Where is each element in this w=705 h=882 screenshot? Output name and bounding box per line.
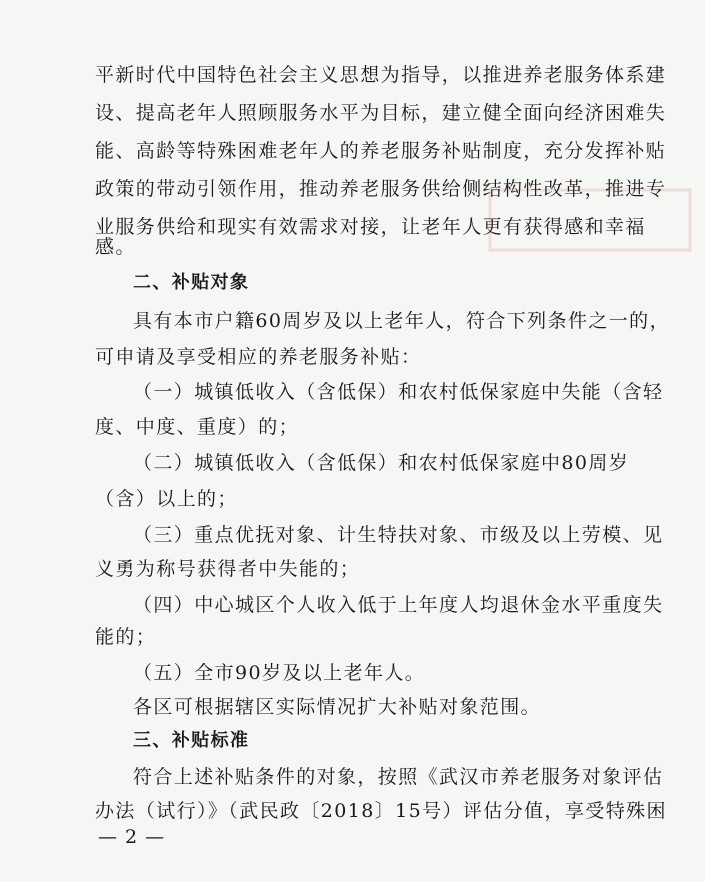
paragraph-line: 平新时代中国特色社会主义思想为指导，以推进养老服务体系建	[95, 64, 667, 86]
list-item-continuation: 能的；	[95, 626, 157, 648]
section-heading: 三、补贴标准	[133, 730, 250, 751]
paragraph-line: 各区可根据辖区实际情况扩大补贴对象范围。	[133, 696, 542, 718]
list-item: （四）中心城区个人收入低于上年度人均退休金水平重度失	[133, 594, 664, 616]
paragraph-line: 具有本市户籍60周岁及以上老年人，符合下列条件之一的，	[133, 310, 670, 332]
list-item-continuation: 度、中度、重度）的；	[95, 416, 300, 438]
paragraph-line: 设、提高老年人照顾服务水平为目标，建立健全面向经济困难失	[95, 102, 667, 124]
paragraph-line: 业服务供给和现实有效需求对接，让老年人更有获得感和幸福	[95, 216, 646, 238]
page-number: — 2 —	[98, 826, 166, 848]
paragraph-line: 能、高龄等特殊困难老年人的养老服务补贴制度，充分发挥补贴	[95, 140, 667, 162]
list-item: （五）全市90岁及以上老年人。	[133, 662, 426, 684]
paragraph-line: 可申请及享受相应的养老服务补贴：	[95, 346, 422, 368]
paragraph-line: 办法（试行）》（武民政〔2018〕15号）评估分值，享受特殊困	[95, 800, 667, 822]
paragraph-line: 感。	[95, 236, 136, 258]
section-heading: 二、补贴对象	[133, 272, 250, 293]
list-item: （二）城镇低收入（含低保）和农村低保家庭中80周岁	[133, 452, 630, 474]
paragraph-line: 符合上述补贴条件的对象，按照《武汉市养老服务对象评估	[133, 766, 664, 788]
list-item: （三）重点优抚对象、计生特扶对象、市级及以上劳模、见	[133, 524, 664, 546]
list-item-continuation: 义勇为称号获得者中失能的；	[95, 558, 361, 580]
list-item-continuation: （含）以上的；	[95, 488, 238, 510]
list-item: （一）城镇低收入（含低保）和农村低保家庭中失能（含轻	[133, 381, 664, 403]
paragraph-line: 政策的带动引领作用，推动养老服务供给侧结构性改革，推进专	[95, 178, 667, 200]
